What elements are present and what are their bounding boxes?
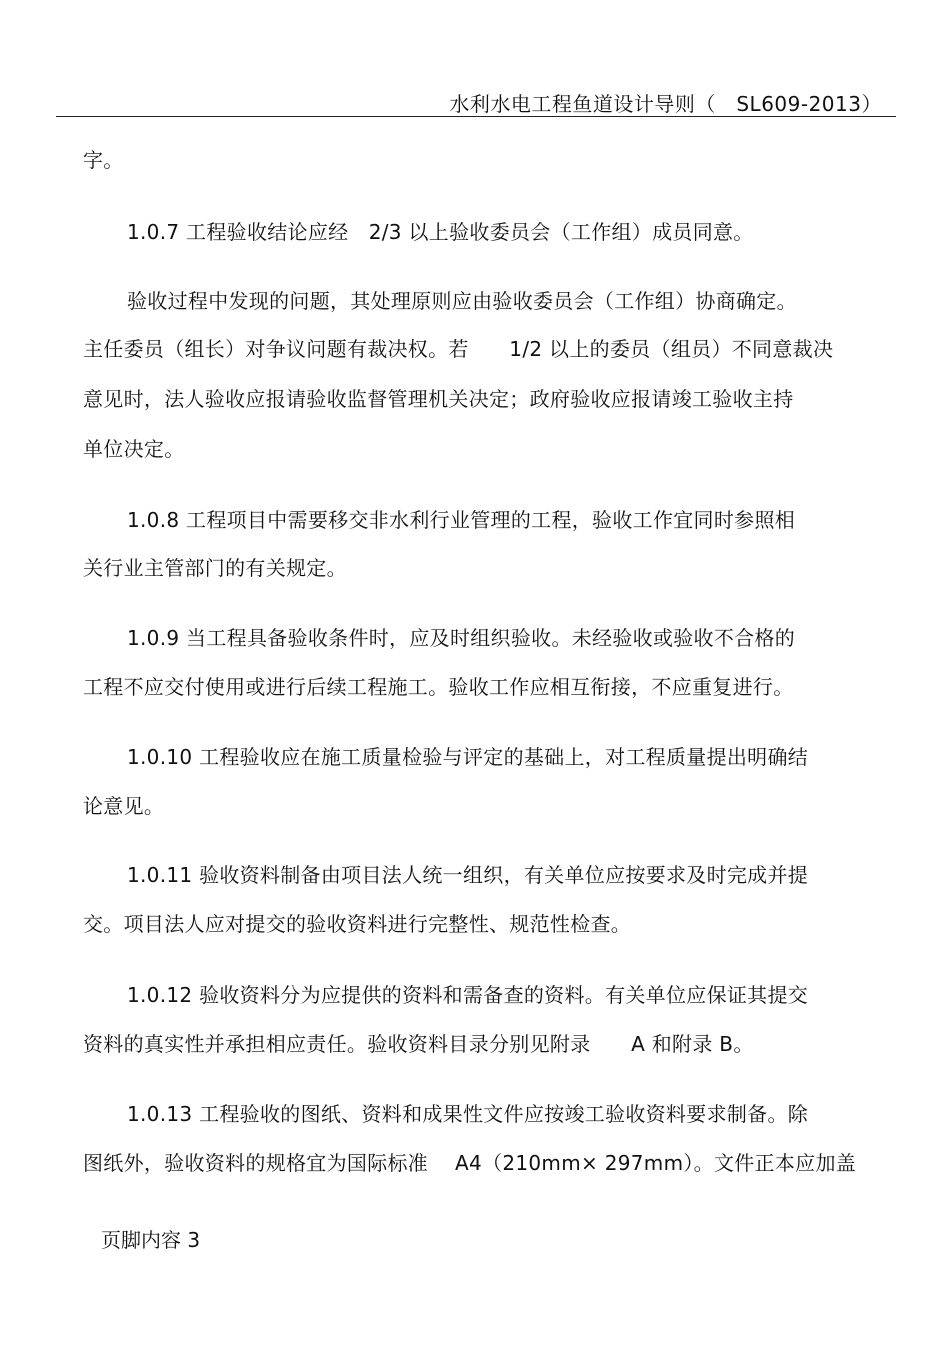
text-line: 交。项目法人应对提交的验收资料进行完整性、规范性检查。 bbox=[83, 912, 632, 936]
text-line: 主任委员（组长）对争议问题有裁决权。若 1/2 以上的委员（组员）不同意裁决 bbox=[83, 337, 834, 361]
clause-1-0-11: 1.0.11 验收资料制备由项目法人统一组织，有关单位应按要求及时完成并提 bbox=[127, 863, 809, 887]
text-line: 单位决定。 bbox=[83, 437, 185, 461]
clause-1-0-7: 1.0.7 工程验收结论应经 2/3 以上验收委员会（工作组）成员同意。 bbox=[127, 220, 754, 244]
text-line: 工程不应交付使用或进行后续工程施工。验收工作应相互衔接，不应重复进行。 bbox=[83, 675, 794, 699]
page-footer: 页脚内容 3 bbox=[101, 1228, 201, 1252]
text-line: 论意见。 bbox=[83, 794, 165, 818]
text-line: 图纸外，验收资料的规格宜为国际标准 A4（210mm× 297mm）。文件正本应加盖 bbox=[83, 1151, 857, 1175]
clause-1-0-13: 1.0.13 工程验收的图纸、资料和成果性文件应按竣工验收资料要求制备。除 bbox=[127, 1102, 809, 1126]
clause-1-0-12: 1.0.12 验收资料分为应提供的资料和需备查的资料。有关单位应保证其提交 bbox=[127, 983, 809, 1007]
clause-1-0-9: 1.0.9 当工程具备验收条件时，应及时组织验收。未经验收或验收不合格的 bbox=[127, 626, 796, 650]
text-line: 意见时，法人验收应报请验收监督管理机关决定；政府验收应报请竣工验收主持 bbox=[83, 387, 794, 411]
page-header-title: 水利水电工程鱼道设计导则（ SL609-2013） bbox=[449, 92, 882, 116]
text-line: 字。 bbox=[83, 148, 124, 172]
text-line: 验收过程中发现的问题，其处理原则应由验收委员会（工作组）协商确定。 bbox=[127, 289, 797, 313]
text-line: 资料的真实性并承担相应责任。验收资料目录分别见附录 A 和附录 B。 bbox=[83, 1032, 754, 1056]
text-line: 关行业主管部门的有关规定。 bbox=[83, 556, 347, 580]
clause-1-0-10: 1.0.10 工程验收应在施工质量检验与评定的基础上，对工程质量提出明确结 bbox=[127, 745, 809, 769]
header-rule bbox=[56, 116, 896, 117]
clause-1-0-8: 1.0.8 工程项目中需要移交非水利行业管理的工程，验收工作宜同时参照相 bbox=[127, 508, 796, 532]
